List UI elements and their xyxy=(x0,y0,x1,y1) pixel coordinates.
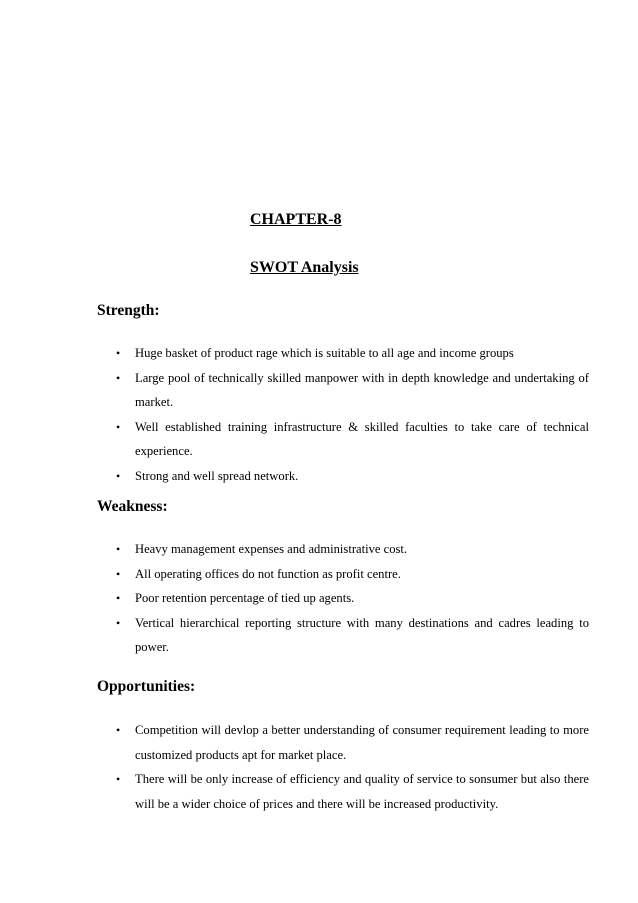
bullet-icon: • xyxy=(116,723,121,737)
bullet-icon: • xyxy=(116,468,121,483)
list-item xyxy=(97,767,589,816)
list-item-text: Huge basket of product rage which is suitable to all age and income groups xyxy=(135,346,514,360)
page-title: SWOT Analysis xyxy=(250,259,359,276)
bullet-icon: • xyxy=(116,591,121,605)
list-item xyxy=(97,718,589,767)
list-item xyxy=(97,341,589,366)
list-item-text: Poor retention percentage of tied up agents. xyxy=(135,591,355,605)
list-item-text: Well established training infrastructure & skilled faculties to take care of technical experience. xyxy=(135,419,589,458)
bullet-icon: • xyxy=(116,419,121,434)
strength-list xyxy=(97,341,589,488)
bullet-icon: • xyxy=(116,346,121,360)
bullet-icon: • xyxy=(116,772,121,786)
bullet-icon: • xyxy=(116,370,121,385)
list-item-text: Heavy management expenses and administrative cost. xyxy=(135,542,408,556)
section-title-opportunities: Opportunities: xyxy=(97,678,196,695)
list-item xyxy=(97,464,589,489)
strength-section xyxy=(97,302,589,488)
list-item xyxy=(97,537,589,562)
bullet-icon: • xyxy=(116,566,121,581)
list-item xyxy=(97,366,589,415)
opportunities-list xyxy=(97,718,589,816)
bullet-icon: • xyxy=(116,615,121,630)
bullet-icon: • xyxy=(116,542,121,556)
list-item xyxy=(97,562,589,587)
list-item xyxy=(97,415,589,464)
list-item-text: All operating offices do not function as profit centre. xyxy=(135,566,401,581)
weakness-list xyxy=(97,537,589,660)
list-item-text: Vertical hierarchical reporting structure with many destinations and cadres leading to power. xyxy=(135,615,589,654)
list-item xyxy=(97,586,589,611)
list-item-text: There will be only increase of efficiency and quality of service to sonsumer but also there will be a wider choice of prices and there will be increased productivity. xyxy=(135,772,589,811)
opportunities-section xyxy=(97,678,589,816)
weakness-section xyxy=(97,498,589,660)
list-item-text: Competition will devlop a better understanding of consumer requirement leading to more customized products apt for market place. xyxy=(135,723,589,762)
chapter-heading: CHAPTER-8 xyxy=(250,211,342,228)
list-item xyxy=(97,611,589,660)
section-title-weakness: Weakness: xyxy=(97,498,168,515)
list-item-text: Large pool of technically skilled manpower with in depth knowledge and undertaking of market. xyxy=(135,370,589,409)
section-title-strength: Strength: xyxy=(97,302,160,319)
list-item-text: Strong and well spread network. xyxy=(135,468,299,483)
